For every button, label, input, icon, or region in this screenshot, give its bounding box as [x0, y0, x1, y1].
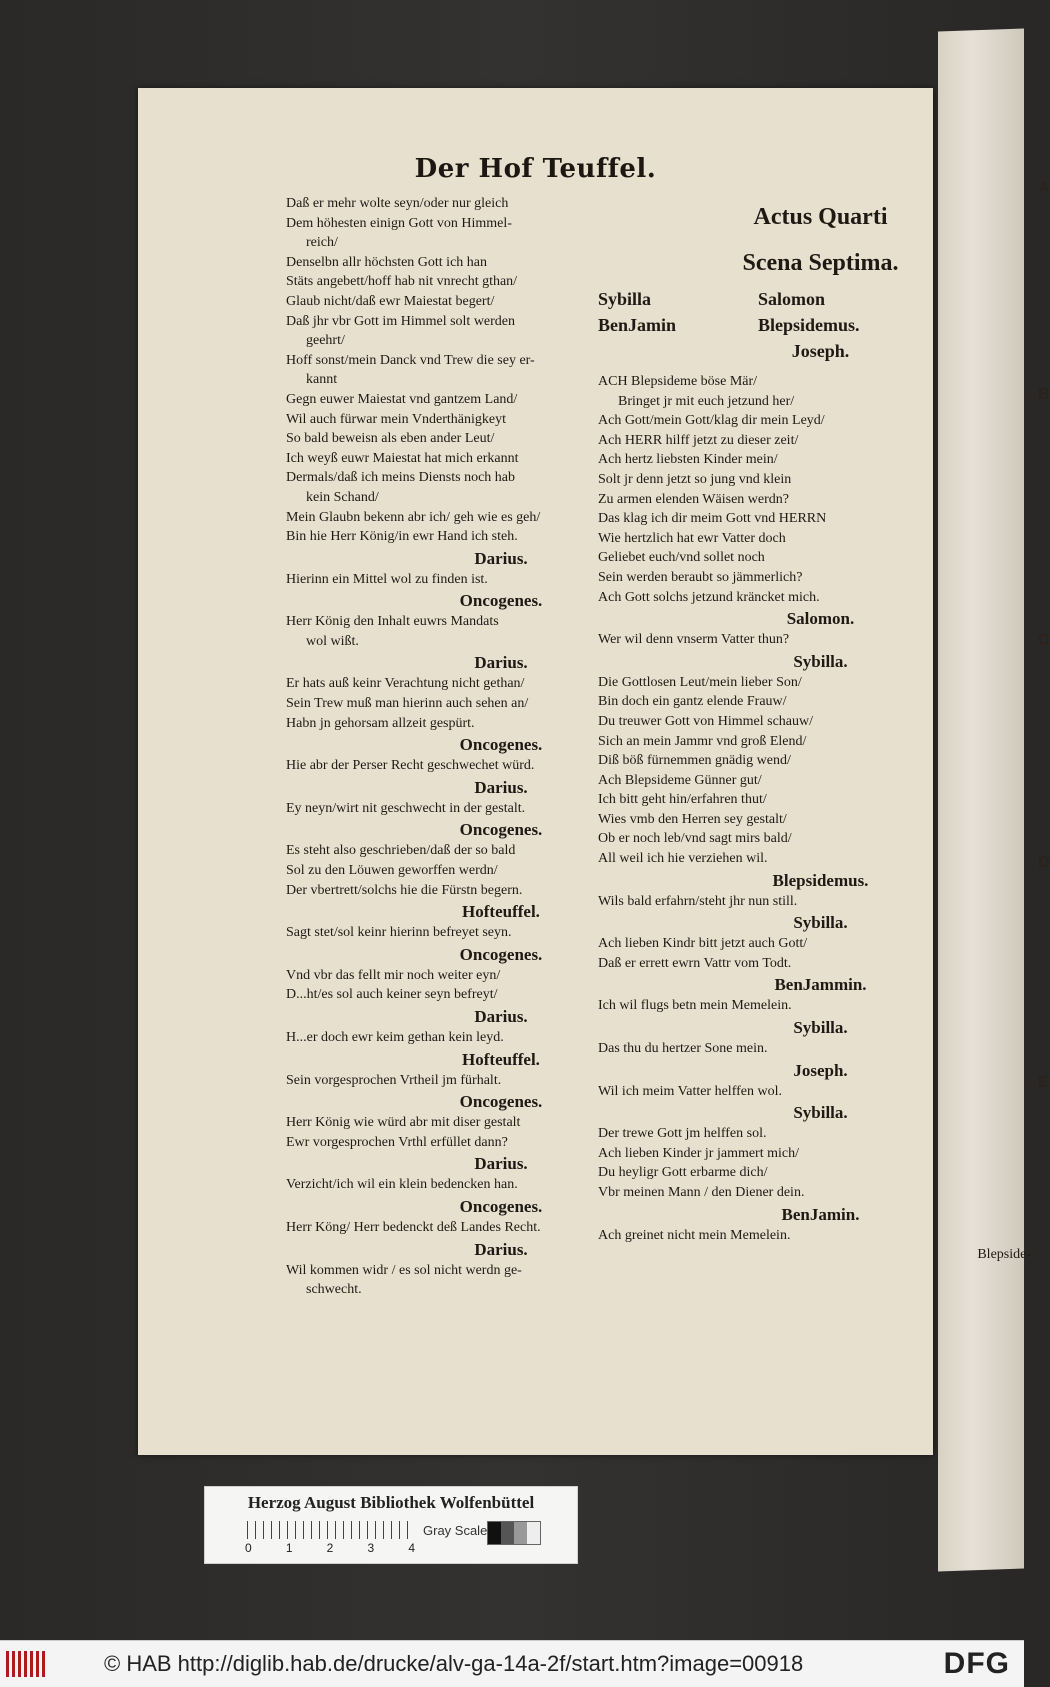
signature-mark: C: [1038, 632, 1050, 649]
verse-line: Ach Blepsideme Günner gut/: [598, 772, 762, 788]
ruler: [247, 1521, 412, 1539]
speaker-name: Darius.: [474, 653, 528, 673]
verse-line: Das klag ich dir meim Gott vnd HERRN: [598, 511, 827, 527]
speaker-name: Hofteuffel.: [462, 902, 540, 922]
speaker-name: Darius.: [474, 1239, 528, 1259]
verse-line: Sein werden beraubt so jämmerlich?: [598, 569, 803, 585]
verse-line: Er hats auß keinr Verachtung nicht gethan/: [286, 676, 525, 692]
catchword: Blepside-: [977, 1247, 1031, 1263]
verse-line: Herr König den Inhalt euwrs Mandats: [286, 614, 499, 630]
footer-copyright-link[interactable]: © HAB http://diglib.hab.de/drucke/alv-ga-14a-2f/start.htm?image=00918: [104, 1651, 804, 1676]
verse-line: Ich bitt geht hin/erfahren thut/: [598, 792, 767, 808]
verse-line: Diß böß fürnemmen gnädig wend/: [598, 753, 791, 769]
speaker-name: Darius.: [474, 1154, 528, 1174]
signature-mark: D: [1038, 854, 1050, 871]
verse-line: schwecht.: [306, 1282, 362, 1298]
verse-line: All weil ich hie verziehen wil.: [598, 851, 768, 867]
verse-line: Habn jn gehorsam allzeit gespürt.: [286, 715, 475, 731]
verse-line: Solt jr denn jetzt so jung vnd klein: [598, 471, 792, 487]
verse-line: Vnd vbr das fellt mir noch weiter eyn/: [286, 967, 501, 983]
verse-line: So bald beweisn als eben ander Leut/: [286, 431, 495, 447]
gray-scale-label: Gray Scale: [423, 1523, 488, 1538]
speaker-name: Oncogenes.: [459, 1092, 543, 1112]
verse-line: kannt: [306, 372, 338, 388]
verse-line: Ach greinet nicht mein Memelein.: [598, 1227, 791, 1243]
verse-line: Hoff sonst/mein Danck vnd Trew die sey er-: [286, 352, 535, 368]
speaker-name: BenJamin.: [781, 1204, 860, 1224]
verse-line: Ach hertz liebsten Kinder mein/: [598, 452, 778, 468]
verse-line: Ich wil flugs betn mein Memelein.: [598, 998, 792, 1014]
cast-name: Salomon: [758, 289, 826, 309]
verse-line: Geliebet euch/vnd sollet noch: [598, 550, 765, 566]
verse-line: Dem höhesten einign Gott von Himmel-: [286, 215, 512, 231]
speaker-name: Oncogenes.: [459, 820, 543, 840]
verse-line: Sich an mein Jammr vnd groß Elend/: [598, 733, 807, 749]
page-header: Der Hof Teuffel.: [414, 154, 657, 184]
verse-line: Ach HERR hilff jetzt zu dieser zeit/: [598, 432, 799, 448]
speaker-name: Oncogenes.: [459, 944, 543, 964]
verse-line: Du treuwer Gott von Himmel schauw/: [598, 713, 814, 729]
signature-mark: A: [1038, 180, 1050, 197]
verse-line: Ach lieben Kinder jr jammert mich/: [598, 1145, 799, 1161]
gray-swatch: [527, 1522, 540, 1544]
signature-mark: B: [1038, 386, 1050, 403]
verse-line: Ach Gott/mein Gott/klag dir mein Leyd/: [598, 413, 825, 429]
verse-line: Herr König wie würd abr mit diser gestalt: [286, 1115, 521, 1131]
speaker-name: Oncogenes.: [459, 735, 543, 755]
speaker-name: Sybilla.: [793, 651, 848, 671]
verse-line: Herr Köng/ Herr bedenckt deß Landes Recht.: [286, 1219, 541, 1235]
verse-line: Das thu du hertzer Sone mein.: [598, 1041, 768, 1057]
verse-line: wol wißt.: [306, 633, 359, 649]
verse-line: Wie hertzlich hat ewr Vatter doch: [598, 530, 786, 546]
gray-scale-swatches: [487, 1521, 541, 1545]
verse-line: Der vbertrett/solchs hie die Fürstn begern.: [286, 882, 523, 898]
cast-row: [598, 312, 1043, 338]
verse-line: Stäts angebett/hoff hab nit vnrecht gthan/: [286, 274, 518, 290]
speaker-name: Sybilla.: [793, 1018, 848, 1038]
speaker-name: Oncogenes.: [459, 591, 543, 611]
cast-name: BenJamin: [598, 315, 677, 335]
scene-title: Scena Septima.: [742, 250, 899, 276]
gray-swatch: [501, 1522, 514, 1544]
verse-line: Glaub nicht/daß ewr Maiestat begert/: [286, 293, 495, 309]
verse-line: Ich weyß euwr Maiestat hat mich erkannt: [286, 450, 519, 466]
verse-line: Mein Glaubn bekenn abr ich/ geh wie es geh/: [286, 509, 541, 525]
document-page: [138, 88, 1050, 1455]
verse-line: Sein Trew muß man hierinn auch sehen an/: [286, 696, 529, 712]
dfg-logo: DFG: [943, 1647, 1010, 1680]
verse-line: Wil kommen widr / es sol nicht werdn ge-: [286, 1262, 522, 1278]
speaker-name: Oncogenes.: [459, 1196, 543, 1216]
verse-line: Wer wil denn vnserm Vatter thun?: [598, 632, 790, 648]
act-title: Actus Quarti: [753, 204, 888, 230]
ruler-label: 1: [285, 1541, 293, 1555]
verse-line: Wils bald erfahrn/steht jhr nun still.: [598, 893, 798, 909]
verse-line: reich/: [306, 235, 338, 251]
verse-line: Daß jhr vbr Gott im Himmel solt werden: [286, 313, 516, 329]
verse-line: kein Schand/: [306, 489, 379, 505]
color-calibration-bar: [204, 1486, 578, 1564]
verse-line: Verzicht/ich wil ein klein bedencken han.: [286, 1177, 518, 1193]
speaker-name: Joseph.: [793, 1060, 848, 1080]
verse-line: Dermals/daß ich meins Diensts noch hab: [286, 470, 516, 486]
speaker-name: Darius.: [474, 777, 528, 797]
hab-logo-icon: [6, 1651, 46, 1677]
verse-line: Denselbn allr höchsten Gott ich han: [286, 254, 488, 270]
speaker-name: Sybilla.: [793, 913, 848, 933]
verse-line: D...ht/es sol auch keiner seyn befreyt/: [286, 987, 498, 1003]
verse-line: Ewr vorgesprochen Vrthl erfüllet dann?: [286, 1134, 508, 1150]
verse-line: Es steht also geschrieben/daß der so bald: [286, 843, 516, 859]
verse-line: Bringet jr mit euch jetzund her/: [618, 393, 795, 409]
speaker-name: Salomon.: [786, 609, 855, 629]
footer-bar: [0, 1640, 1024, 1687]
right-column-text: [598, 372, 1043, 1245]
signature-mark: E: [1038, 1074, 1049, 1091]
ruler-labels: [245, 1541, 415, 1555]
verse-line: Daß er mehr wolte seyn/oder nur gleich: [286, 196, 509, 211]
gray-swatch: [514, 1522, 527, 1544]
verse-line: Ach lieben Kindr bitt jetzt auch Gott/: [598, 936, 808, 952]
verse-line: Bin hie Herr König/in ewr Hand ich steh.: [286, 529, 518, 545]
library-name: Herzog August Bibliothek Wolfenbüttel: [247, 1493, 535, 1512]
speaker-name: Darius.: [474, 1007, 528, 1026]
cast-name: Joseph.: [791, 341, 850, 361]
verse-line: Wil ich meim Vatter helffen wol.: [598, 1083, 782, 1099]
ruler-label: 0: [245, 1541, 252, 1555]
cast-name: Sybilla: [598, 289, 652, 309]
verse-line: ACH Blepsideme böse Mär/: [598, 374, 758, 389]
speaker-name: Blepsidemus.: [772, 870, 869, 890]
verse-line: Zu armen elenden Wäisen werdn?: [598, 491, 789, 507]
verse-line: Wil auch fürwar mein Vnderthänigkeyt: [286, 411, 506, 427]
verse-line: Du heyligr Gott erbarme dich/: [598, 1165, 768, 1181]
gray-swatch: [488, 1522, 501, 1544]
verse-line: Bin doch ein gantz elende Frauw/: [598, 694, 787, 710]
verse-line: Die Gottlosen Leut/mein lieber Son/: [598, 674, 802, 690]
speaker-name: Hofteuffel.: [462, 1049, 540, 1069]
verse-line: Hie abr der Perser Recht geschwechet würd.: [286, 758, 535, 774]
ruler-label: 2: [326, 1541, 334, 1555]
right-column: [598, 194, 1043, 1265]
verse-line: Sol zu den Löuwen geworffen werdn/: [286, 863, 498, 879]
verse-line: geehrt/: [306, 333, 345, 349]
ruler-label: 3: [367, 1541, 375, 1555]
cast-row: [598, 286, 1043, 312]
verse-line: Wies vmb den Herren sey gestalt/: [598, 811, 787, 827]
verse-line: Gegn euwer Maiestat vnd gantzem Land/: [286, 391, 518, 407]
speaker-name: Sybilla.: [793, 1103, 848, 1123]
verse-line: Ob er noch leb/vnd sagt mirs bald/: [598, 831, 792, 847]
speaker-name: BenJammin.: [774, 975, 867, 995]
verse-line: Vbr meinen Mann / den Diener dein.: [598, 1185, 805, 1200]
verse-line: Ey neyn/wirt nit geschwecht in der gestalt.: [286, 800, 526, 816]
verse-line: Sagt stet/sol keinr hierinn befreyet seyn.: [286, 925, 512, 941]
verse-line: Der trewe Gott jm helffen sol.: [598, 1126, 767, 1142]
ruler-label: 4: [408, 1541, 415, 1555]
verse-line: Hierinn ein Mittel wol zu finden ist.: [286, 571, 488, 587]
verse-line: Ach Gott solchs jetzund kräncket mich.: [598, 589, 820, 605]
verse-line: Daß er errett ewrn Vattr vom Todt.: [598, 955, 792, 971]
speaker-name: Darius.: [474, 548, 528, 568]
verse-line: Sein vorgesprochen Vrtheil jm fürhalt.: [286, 1072, 502, 1088]
verse-line: H...er doch ewr keim gethan kein leyd.: [286, 1030, 504, 1045]
cast-name: Blepsidemus.: [758, 315, 860, 335]
